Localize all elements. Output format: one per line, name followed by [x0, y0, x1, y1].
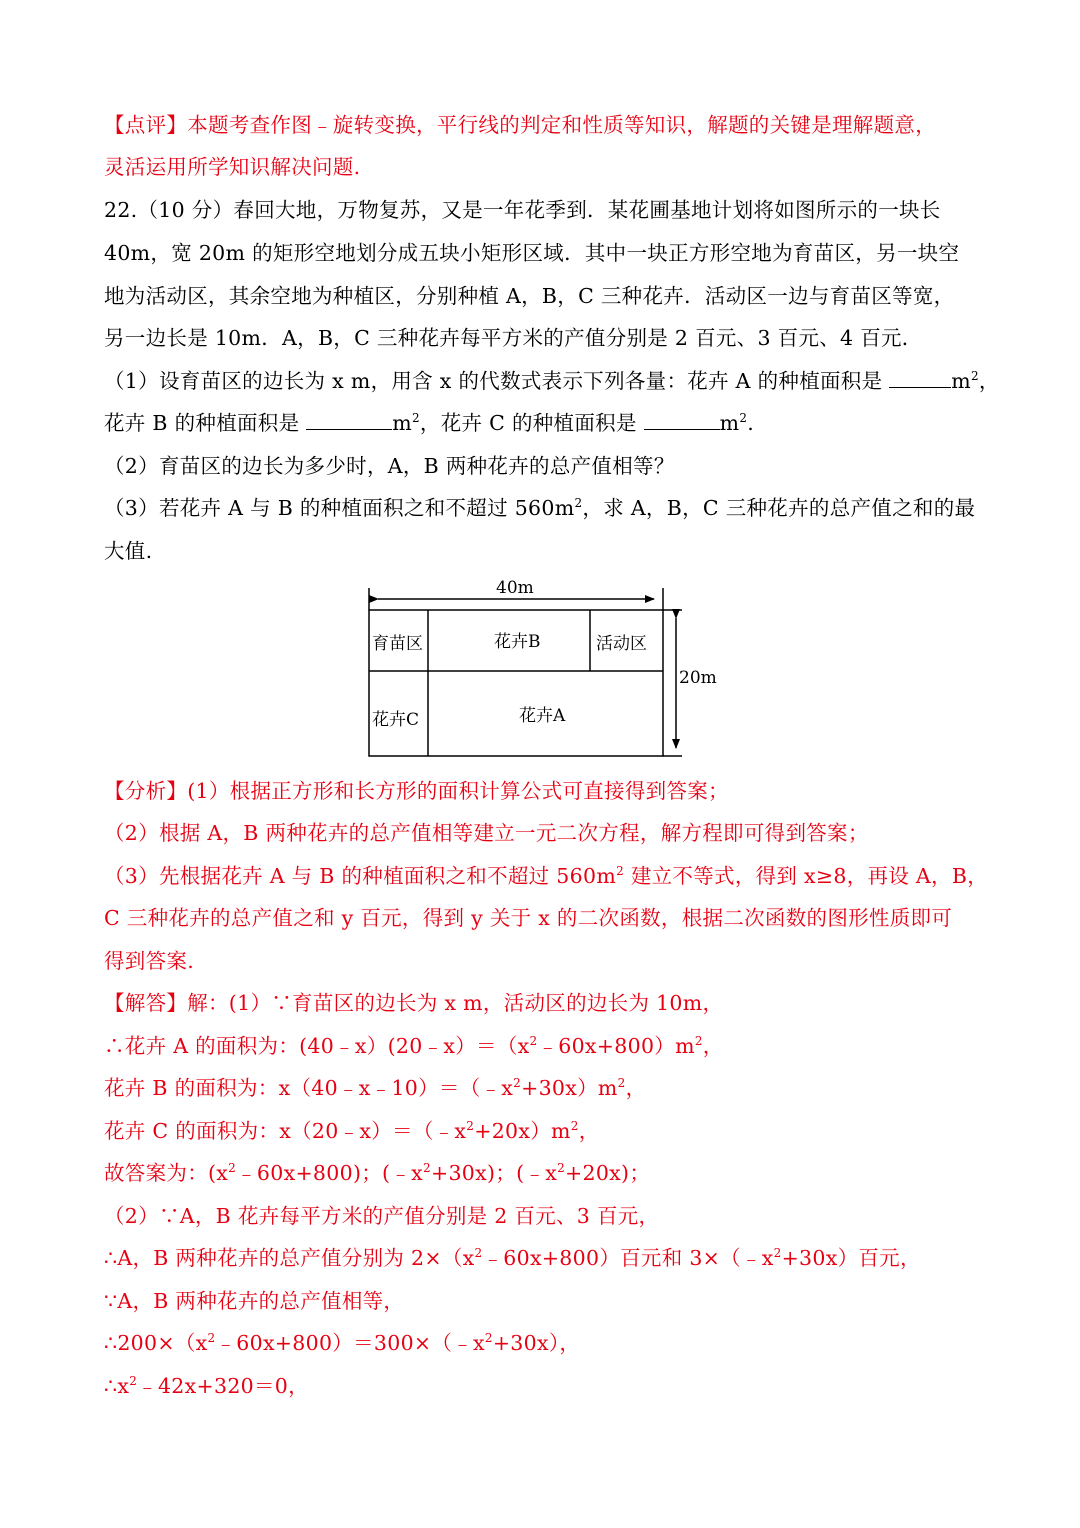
- comment-tag: 【点评】: [104, 113, 188, 137]
- question-part-3-line-1: （3）若花卉 A 与 B 的种植面积之和不超过 $560m^2$，求 A，B，C 三种花卉的总产值之和的最: [104, 496, 976, 520]
- question-line-3: 地为活动区，其余空地为种植区，分别种植 A，B，C 三种花卉．活动区一边与育苗区等宽，: [104, 284, 955, 308]
- solution-line-3: 花卉 B 的面积为：$x(40﹣x﹣10)=(﹣x^2+30x)m^2$，: [104, 1076, 647, 1100]
- solution-line-8: ∵A，B 两种花卉的总产值相等，: [104, 1289, 405, 1313]
- solution-line-1: 【解答】解：(1）∵育苗区的边长为 x m，活动区的边长为 10m，: [104, 991, 724, 1015]
- solution-line-10: $\therefore x^2﹣42x+320=0$，: [104, 1374, 309, 1398]
- comment-line-2: 灵活运用所学知识解决问题.: [104, 155, 361, 179]
- flower-a-label: 花卉: [519, 706, 553, 726]
- solution-line-5: 故答案为：$(x^2﹣60x+800)$；$(﹣x^2+30x)$；$(﹣x^2+20x)$；: [104, 1161, 651, 1185]
- question-line-4: 另一边长是 10m．A，B，C 三种花卉每平方米的产值分别是 2 百元、3 百元、4 百元．: [104, 326, 923, 350]
- solution-tag: 【解答】: [104, 991, 188, 1015]
- analysis-line-1: 【分析】(1）根据正方形和长方形的面积计算公式可直接得到答案；: [104, 779, 729, 803]
- svg-text:花卉A: 花卉A: [519, 706, 566, 726]
- question-line-2: 40m，宽 20m 的矩形空地划分成五块小矩形区域．其中一块正方形空地为育苗区，另一块空: [104, 241, 960, 265]
- flower-b-label: 花卉: [494, 632, 528, 652]
- analysis-tag: 【分析】: [104, 779, 188, 803]
- solution-line-4: 花卉 C 的面积为：$x(20﹣x)=(﹣x^2+20x)m^2$，: [104, 1119, 600, 1143]
- svg-text:花卉B: 花卉B: [494, 632, 541, 652]
- analysis-line-3: （3）先根据花卉 A 与 B 的种植面积之和不超过 $560m^2$ 建立不等式，得到 x≥8，再设 A，B，: [104, 864, 988, 888]
- nursery-label: 育苗区: [372, 634, 423, 654]
- solution-line-7: ∴A，B 两种花卉的总产值分别为 $2\times(x^2﹣60x+800)$百元和 $3\times(﹣x^2+30x)$百元，: [104, 1246, 921, 1270]
- solution-line-6: （2）∵A，B 花卉每平方米的产值分别是 2 百元、3 百元，: [104, 1204, 660, 1228]
- question-part-2: （2）育苗区的边长为多少时，A，B 两种花卉的总产值相等？: [104, 454, 675, 478]
- answer-blank-a[interactable]: [889, 369, 951, 388]
- question-part-1-line-1: （1）设育苗区的边长为 x m，用含 x 的代数式表示下列各量：花卉 A 的种植面积是 $m^2$，: [104, 369, 1000, 393]
- answer-blank-b[interactable]: [306, 411, 392, 430]
- answer-blank-c[interactable]: [644, 411, 720, 430]
- question-part-3-line-2: 大值.: [104, 539, 153, 563]
- analysis-line-4: C 三种花卉的总产值之和 y 百元，得到 y 关于 x 的二次函数，根据二次函数的图形性质即可: [104, 906, 953, 930]
- comment-line-1: 【点评】本题考查作图﹣旋转变换，平行线的判定和性质等知识，解题的关键是理解题意，: [104, 113, 937, 137]
- solution-line-9: $\therefore 200\times(x^2﹣60x+800)=300\times(﹣x^2+30x)$，: [104, 1331, 581, 1355]
- question-line-1: 22.（10 分）春回大地，万物复苏，又是一年花季到．某花圃基地计划将如图所示的一块长: [104, 198, 941, 222]
- flower-c-label: 花卉: [372, 710, 406, 730]
- question-part-1-line-2: 花卉 B 的种植面积是 $m^2$，花卉 C 的种植面积是 $m^2$.: [104, 411, 755, 435]
- height-label: 20m: [679, 668, 717, 688]
- field-diagram: [360, 574, 720, 766]
- svg-text:花卉C: 花卉C: [372, 710, 420, 730]
- solution-line-2: ∴花卉 A 的面积为：$(40﹣x)(20﹣x)=(x^2﹣60x+800)m^2$，: [104, 1034, 724, 1058]
- width-label: 40m: [496, 578, 534, 598]
- analysis-line-2: （2）根据 A，B 两种花卉的总产值相等建立一元二次方程，解方程即可得到答案；: [104, 821, 869, 845]
- analysis-line-5: 得到答案.: [104, 949, 195, 973]
- activity-label: 活动区: [596, 634, 647, 654]
